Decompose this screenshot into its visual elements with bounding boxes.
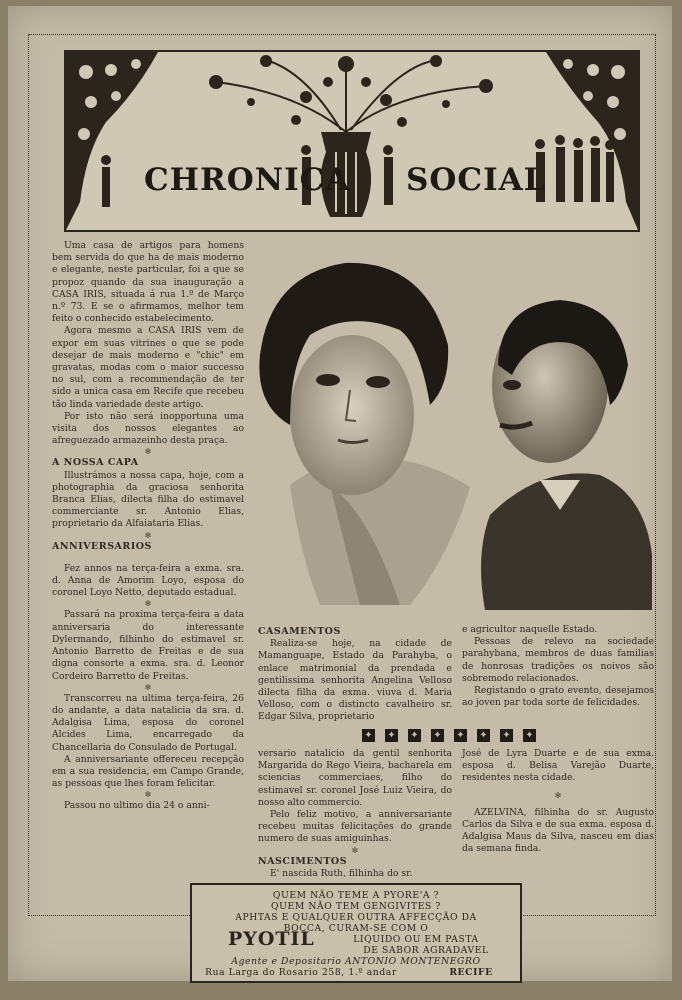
wedding-continuation: e agricultor naquelle Estado. [462, 624, 598, 635]
star-divider [362, 729, 536, 742]
column-middle-top [258, 626, 452, 724]
capa-paragraph: Illustrámos a nossa capa, hoje, com a photographia da graciosa senhorita Branca Elias, dilecta filha do estimavel commerciante sr. Antonio Elias, proprietario da Alfaiataria Elias. [52, 469, 244, 530]
ad-agent-line: Agente e Depositario ANTONIO MONTENEGRO [231, 956, 481, 967]
pyotil-advertisement [190, 883, 522, 983]
anniversary-paragraph: Fez annos na terça-feira a exma. sra. d. Anna de Amorim Loyo, esposa do coronel Loyo Netto, deputado estadual. [52, 562, 244, 599]
star-icon: ✦ [431, 729, 444, 742]
star-icon: ✦ [454, 729, 467, 742]
star-icon: ✦ [385, 729, 398, 742]
column-right-top [462, 624, 654, 709]
birth-paragraph-azelvina: AZELVINA, filhinha do sr. Augusto Carlos da Silva e de sua exma. esposa d. Adalgisa Maus da Silva, nasceu em dias da semana finda. [462, 806, 654, 855]
ad-line: QUEM NÃO TEM GENGIVITES ? [271, 901, 441, 912]
masthead-word-chronica: CHRONICA [144, 162, 351, 198]
star-icon: ✦ [408, 729, 421, 742]
man-portrait [481, 300, 652, 610]
anniversary-paragraph: Passará na proxima terça-feira a data anniversaria do interessante Dylermando, filhinho do estimavel sr. Antonio Barretto de Freitas e de sua digna consorte a exma. sra. d. Leonor Cordeiro Barretto de Freitas. [52, 609, 244, 682]
section-heading-anniversarios: ANNIVERSARIOS [52, 540, 152, 552]
column-right-bottom [462, 748, 654, 855]
portrait-photographs [250, 255, 652, 615]
wedding-paragraph: Realiza-se hoje, na cidade de Mamanguape, Estado da Parahyba, o enlace matrimonial da prendada e gentilissima senhorita Angelina Velloso dilecta filha da exma. viuva d. Maria Velloso, com o distincto cavalheiro sr. Edgar Silva, proprietario [258, 638, 452, 723]
birth-paragraph: E' nascida Ruth, filhinha do sr. [270, 867, 413, 879]
section-ornament: ✻ [554, 790, 562, 800]
ad-brand-name: PYOTIL [228, 928, 315, 950]
anniversary-paragraph: Passou no ultimo dia 24 o anni- [64, 800, 210, 812]
anniversary-paragraph: Transcorreu na ultima terça-feira, 26 do andante, a data natalicia da sra. d. Adalgisa Lima, esposa do coronel Alcides Lima, encarregado da Chancellaria do Consulado de Portugal. [52, 692, 244, 753]
column-middle-bottom [258, 748, 452, 880]
intro-paragraph: Agora mesmo a CASA IRIS vem de expor em suas vitrines o que se pode desejar de mais moderno e "chic" em gravatas, modas com o maior successo no sul, com a recommendação de ter sido a unica casa em Recife que recebeu tão linda variedade deste artigo. [52, 325, 244, 410]
intro-paragraph: Uma casa de artigos para homens bem servida do que ha de mais moderno e elegante, neste particular, foi a que se propoz quando da sua inauguração a CASA IRIS, situada á rua 1.º de Março n.º 73. E se o afirmamos, melhor tem feito o conhecido estabelecimento. [52, 240, 244, 325]
column-left [52, 240, 244, 813]
ad-line: DE SABOR AGRADAVEL [363, 945, 489, 956]
ad-line: LIQUIDO OU EM PASTA [353, 934, 479, 945]
star-icon: ✦ [477, 729, 490, 742]
ad-address-line: Rua Larga do Rosario 258, 1.º andar [205, 967, 397, 978]
section-ornament: ✻ [144, 682, 152, 692]
birthday-paragraph: Pelo feliz motivo, a anniversariante recebeu muitas felicitações do grande numero de suas amiguinhas. [258, 809, 452, 845]
section-heading-nascimentos: NASCIMENTOS [258, 855, 348, 867]
star-icon: ✦ [362, 729, 375, 742]
couple-portraits [250, 255, 652, 615]
section-heading-capa: A NOSSA CAPA [52, 457, 139, 469]
section-ornament: ✻ [144, 447, 152, 457]
birth-continuation: José de Lyra Duarte e de sua exma. esposa d. Belisa Varejão Duarte, residentes nesta cidade. [462, 748, 654, 784]
section-ornament: ✻ [144, 530, 152, 540]
masthead-illustration [64, 50, 640, 232]
anniversary-paragraph: A anniversariante offereceu recepção em a sua residencia, em Campo Grande, as pessoas que lhes foram felicitar. [52, 753, 244, 790]
masthead-title [66, 162, 638, 232]
star-icon: ✦ [500, 729, 513, 742]
ad-line: BOCCA, CURAM-SE COM O [283, 923, 429, 934]
section-ornament: ✻ [144, 790, 152, 800]
intro-paragraph: Por isto não será inopportuna uma visita dos nossos elegantes ao afreguezado armazeinho desta praça. [52, 410, 244, 447]
birthday-paragraph: versario natalicio da gentil senhorita Margarida do Rego Vieira, bacharela em sciencias commerciaes, filho do estimavel sr. coronel José Luiz Vieira, do nosso alto commercio. [258, 748, 452, 808]
section-heading-casamentos: CASAMENTOS [258, 626, 341, 637]
wedding-continuation: Registando o grato evento, desejamos ao joven par toda sorte de felicidades. [462, 685, 654, 709]
section-ornament: ✻ [351, 845, 359, 855]
ad-city-line: RECIFE [449, 967, 493, 978]
ad-line: APHTAS E QUALQUER OUTRA AFFECÇÃO DA [235, 912, 477, 923]
woman-portrait [259, 263, 470, 605]
star-icon: ✦ [523, 729, 536, 742]
masthead-word-social: SOCIAL [406, 162, 547, 198]
ad-line: QUEM NÃO TEME A PYORE'A ? [272, 890, 440, 901]
section-ornament: ✻ [144, 599, 152, 609]
wedding-continuation: Pessoas de relevo na sociedade parahybana, membros de duas familias de honrosas tradições os noivos são sobremodo relacionados. [462, 636, 654, 684]
